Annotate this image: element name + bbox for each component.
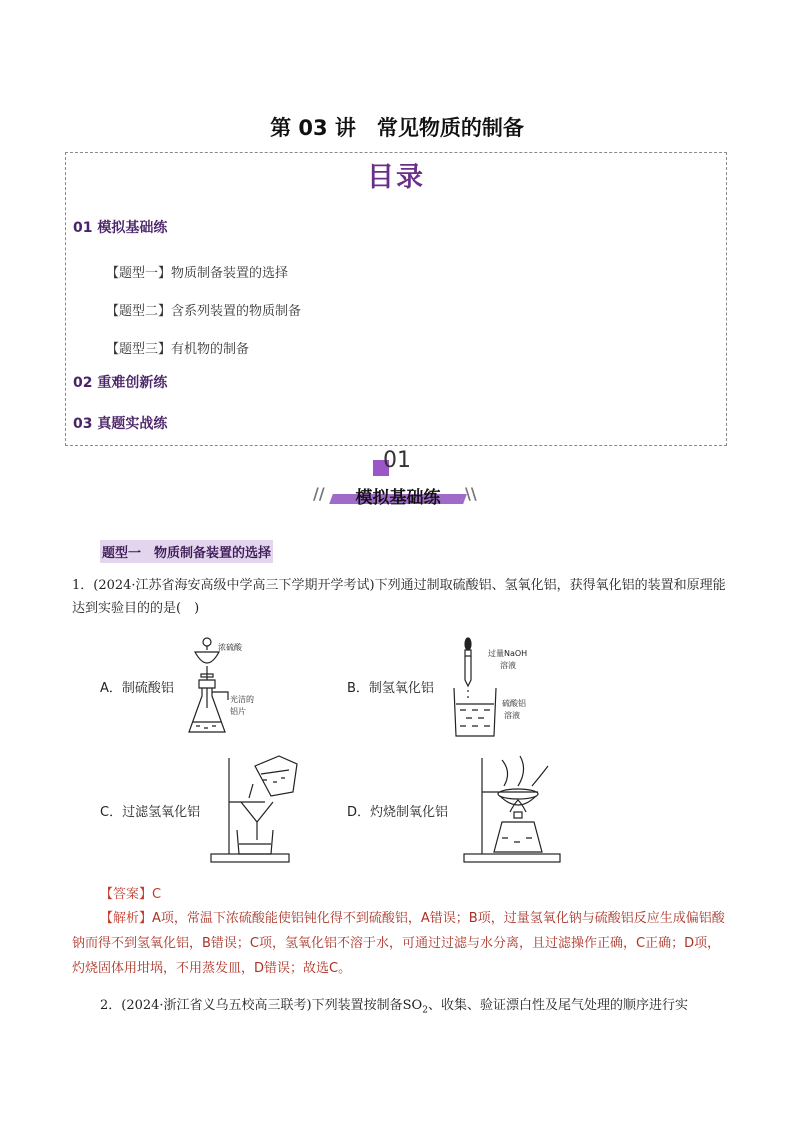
figure-b-label-naoh: 过量NaOH [488,649,528,658]
banner-left-slashes: // [313,484,325,503]
toc-subitem-3[interactable]: 【题型三】有机物的制备 [106,342,250,357]
option-a-label: A．制硫酸铝 [100,681,174,696]
figure-a-flask-funnel [180,636,270,740]
toc-section-1[interactable]: 01 模拟基础练 [73,220,168,236]
question-2-stem-after: 、收集、验证漂白性及尾气处理的顺序进行实 [427,998,688,1013]
banner-title: 模拟基础练 [355,488,441,508]
figure-a-label-shiny: 光洁的 [230,695,254,704]
figure-b-label-solution1: 溶液 [500,661,516,670]
question-1-answer: 【答案】C [100,887,162,902]
banner-number: 01 [383,448,411,473]
question-2-stem [72,994,732,1023]
figure-a-label-aluminum: 铝片 [230,707,246,716]
question-2-subscript: 2 [422,1005,428,1016]
figure-b-label-solution2: 溶液 [504,711,520,720]
page-title: 第 03 讲 常见物质的制备 [270,116,524,140]
question-1-explanation [72,906,732,981]
figure-b-dropper-beaker [450,636,550,740]
toc-heading: 目录 [367,162,425,193]
banner-right-slashes: \\ [465,484,477,503]
question-1-stem: 1．(2024·江苏省海安高级中学高三下学期开学考试)下列通过制取硫酸铝、氢氧化铝，获得氧化铝的装置和原理能达到实验目的的是( ) [72,578,726,616]
explanation-text: A项，常温下浓硫酸能使铝钝化得不到硫酸铝，A错误；B项，过量氢氧化钠与硫酸铝反应生成偏铝酸钠而得不到氢氧化铝，B错误；C项，氢氧化铝不溶于水，可通过过滤与水分离，且过滤操作正确，C正确；D项，灼烧固体用坩埚，不用蒸发皿，D错误；故选C。 [72,911,725,976]
figure-a-label-acid: 浓硫酸 [218,643,242,652]
figure-d-evaporating-dish [458,752,568,868]
figure-b-label-alsulfate: 硫酸铝 [502,699,526,708]
explanation-lead: 【解析】 [100,911,153,926]
toc-section-3[interactable]: 03 真题实战练 [73,416,168,432]
table-of-contents [65,152,727,446]
banner-title-bar [313,482,483,506]
figure-c-filtration [205,752,305,868]
toc-section-2[interactable]: 02 重难创新练 [73,375,168,391]
option-d-label: D．灼烧制氧化铝 [347,805,449,820]
section-banner [0,448,794,510]
option-b-label: B．制氢氧化铝 [347,681,434,696]
toc-subitem-1[interactable]: 【题型一】物质制备装置的选择 [106,266,289,281]
question-type-heading: 题型一 物质制备装置的选择 [100,540,273,563]
toc-subitem-2[interactable]: 【题型二】含系列装置的物质制备 [106,304,302,319]
option-c-label: C．过滤氢氧化铝 [100,805,201,820]
question-2-stem-before: 2．(2024·浙江省义乌五校高三联考)下列装置按制备SO [100,998,423,1013]
